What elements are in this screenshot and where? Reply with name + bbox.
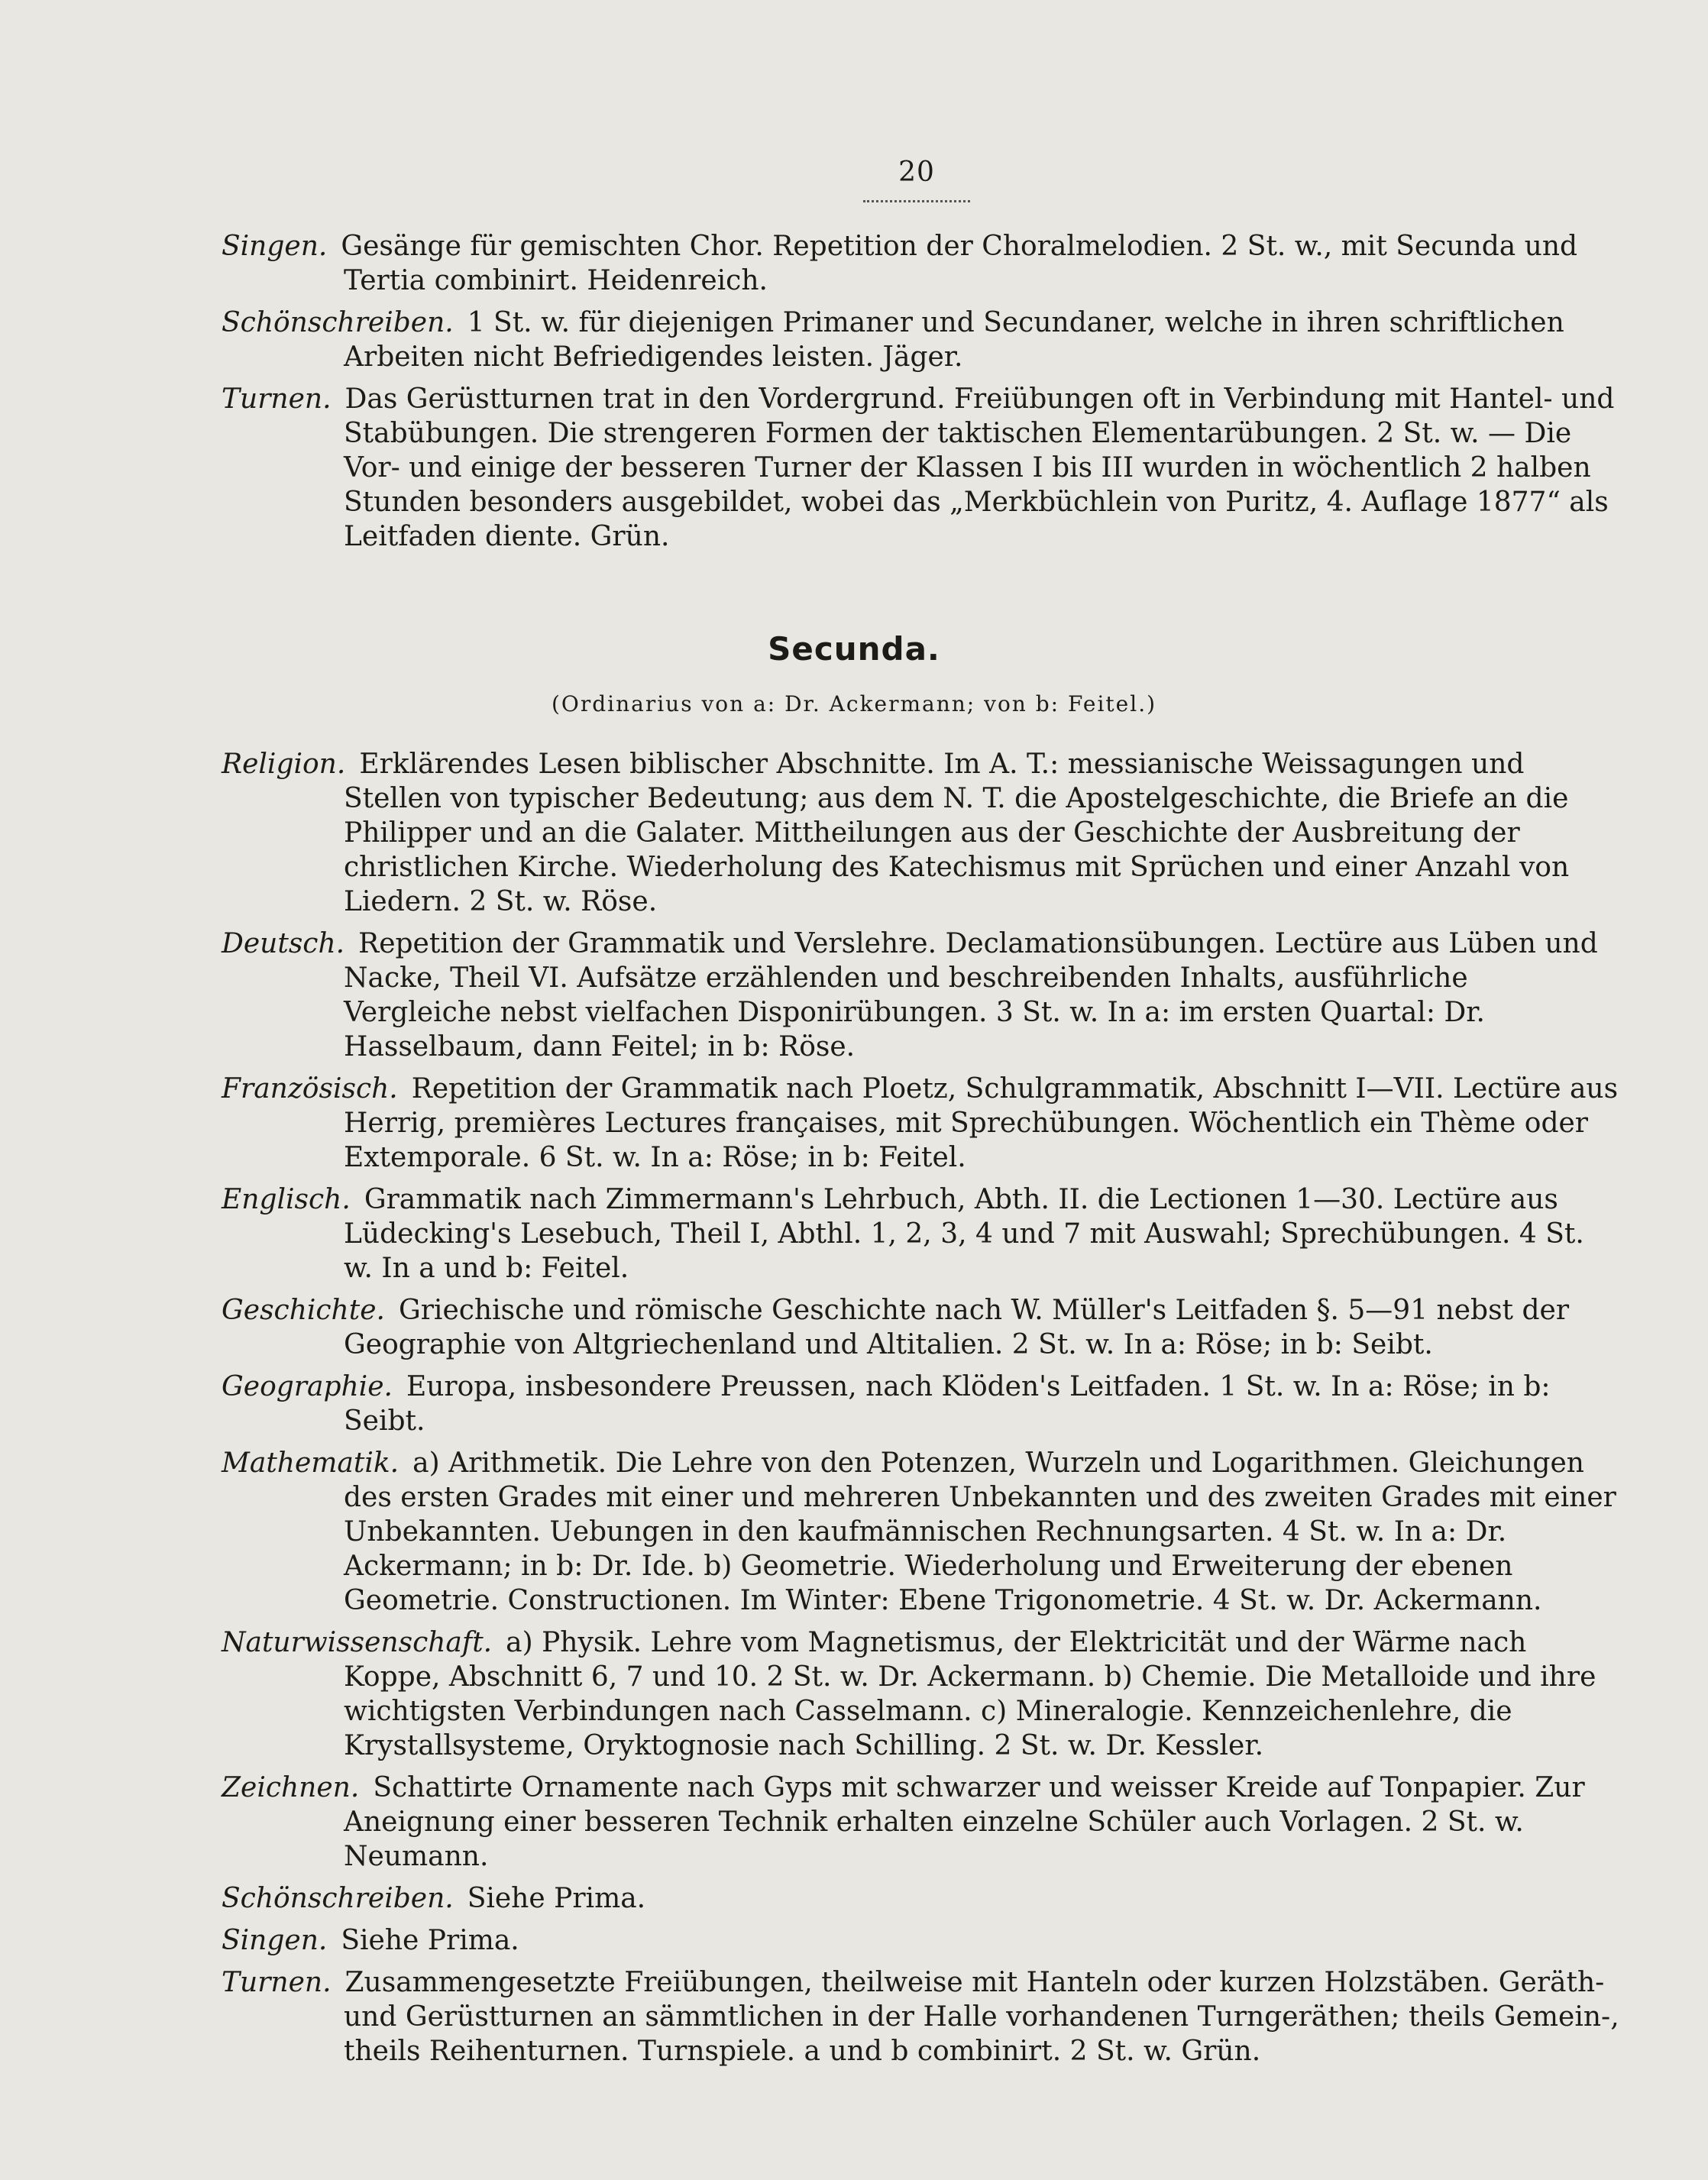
subject-label: Englisch. — [222, 1184, 351, 1215]
entry-naturwissenschaft — [222, 1625, 1619, 1763]
entry-text: Siehe Prima. — [341, 1925, 519, 1956]
subject-label: Schönschreiben. — [222, 307, 454, 338]
subject-label: Religion. — [222, 749, 346, 780]
subject-label: Französisch. — [222, 1073, 398, 1105]
entry-singen — [222, 1923, 1619, 1958]
entry-text: Zusammengesetzte Freiübungen, theilweise mit Hanteln oder kurzen Holzstäben. Geräth- und Gerüstturnen an sämmtlichen in der Halle vorhandenen Turngeräthen; theils Gemein-, theils Reihenturnen. Turnspiele. a und b combinirt. 2 St. w. Grün. — [344, 1967, 1619, 2067]
entry-turnen-prima — [222, 382, 1619, 554]
subject-label: Geschichte. — [222, 1295, 385, 1326]
entry-religion — [222, 747, 1619, 919]
subject-label: Singen. — [222, 1925, 328, 1956]
section-heading: Secunda. — [768, 630, 940, 668]
page-number-underline — [863, 197, 970, 202]
entry-turnen — [222, 1965, 1619, 2068]
entry-geschichte — [222, 1293, 1619, 1362]
entry-text: Das Gerüstturnen trat in den Vordergrund. Freiübungen oft in Verbindung mit Hantel- und Stabübungen. Die strengeren Formen der taktischen Elementarübungen. 2 St. w. — Die Vor- und einige der besseren Turner der Klassen I bis III wurden in wöchentlich 2 halben Stunden besonders ausgebildet, wobei das „Merkbüchlein von Puritz, 4. Auflage 1877“ als Leitfaden diente. Grün. — [344, 383, 1615, 552]
entry-text: a) Physik. Lehre vom Magnetismus, der Elektricität und der Wärme nach Koppe, Abschnitt 6, 7 und 10. 2 St. w. Dr. Ackermann. b) Chemie. Die Metalloide und ihre wichtigsten Verbindungen nach Casselmann. c) Mineralogie. Kennzeichenlehre, die Krystallsysteme, Oryktognosie nach Schilling. 2 St. w. Dr. Kessler. — [344, 1627, 1596, 1761]
entry-text: Erklärendes Lesen biblischer Abschnitte. Im A. T.: messianische Weissagungen und Stellen von typischer Bedeutung; aus dem N. T. die Apostelgeschichte, die Briefe an die Philipper und an die Galater. Mittheilungen aus der Geschichte der Ausbreitung der christlichen Kirche. Wiederholung des Katechismus mit Sprüchen und einer Anzahl von Liedern. 2 St. w. Röse. — [344, 749, 1570, 917]
subject-label: Turnen. — [222, 383, 332, 415]
entry-text: Gesänge für gemischten Chor. Repetition der Choralmelodien. 2 St. w., mit Secunda und Tertia combinirt. Heidenreich. — [341, 231, 1578, 296]
entry-text: a) Arithmetik. Die Lehre von den Potenzen, Wurzeln und Logarithmen. Gleichungen des ersten Grades mit einer und mehreren Unbekannten und des zweiten Grades mit einer Unbekannten. Uebungen in den kaufmännischen Rechnungsarten. 4 St. w. In a: Dr. Ackermann; in b: Dr. Ide. b) Geometrie. Wiederholung und Erweiterung der ebenen Geometrie. Constructionen. Im Winter: Ebene Trigonometrie. 4 St. w. Dr. Ackermann. — [344, 1447, 1616, 1616]
section-ordinarius: (Ordinarius von a: Dr. Ackermann; von b: Feitel.) — [551, 691, 1157, 716]
entry-singen-prima — [222, 229, 1619, 298]
entry-text: Grammatik nach Zimmermann's Lehrbuch, Abth. II. die Lectionen 1—30. Lectüre aus Lüdecking's Lesebuch, Theil I, Abthl. 1, 2, 3, 4 und 7 mit Auswahl; Sprechübungen. 4 St. w. In a und b: Feitel. — [344, 1184, 1584, 1284]
subject-label: Mathematik. — [222, 1447, 400, 1479]
entry-text: Siehe Prima. — [467, 1883, 646, 1914]
subject-label: Deutsch. — [222, 928, 345, 959]
entry-englisch — [222, 1182, 1619, 1286]
entry-text: Repetition der Grammatik nach Ploetz, Schulgrammatik, Abschnitt I—VII. Lectüre aus Herrig, premières Lectures françaises, mit Sprechübungen. Wöchentlich ein Thème oder Extemporale. 6 St. w. In a: Röse; in b: Feitel. — [344, 1073, 1619, 1173]
entry-zeichnen — [222, 1771, 1619, 1874]
page-number: 20 — [898, 157, 935, 188]
entry-schoenschreiben — [222, 1881, 1619, 1916]
entry-franzoesisch — [222, 1072, 1619, 1175]
entry-mathematik — [222, 1446, 1619, 1618]
subject-label: Schönschreiben. — [222, 1883, 454, 1914]
entry-text: Griechische und römische Geschichte nach W. Müller's Leitfaden §. 5—91 nebst der Geographie von Altgriechenland und Altitalien. 2 St. w. In a: Röse; in b: Seibt. — [344, 1295, 1570, 1360]
subject-label: Singen. — [222, 231, 328, 262]
entry-schoenschreiben-prima — [222, 306, 1619, 374]
subject-label: Geographie. — [222, 1371, 393, 1402]
secunda-entries — [222, 747, 1619, 2068]
prima-continuation — [222, 229, 1619, 554]
entry-geographie — [222, 1370, 1619, 1438]
entry-text: Repetition der Grammatik und Verslehre. Declamationsübungen. Lectüre aus Lüben und Nacke, Theil VI. Aufsätze erzählenden und beschreibenden Inhalts, ausführliche Vergleiche nebst vielfachen Disponirübungen. 3 St. w. In a: im ersten Quartal: Dr. Hasselbaum, dann Feitel; in b: Röse. — [344, 928, 1598, 1063]
entry-deutsch — [222, 927, 1619, 1064]
subject-label: Turnen. — [222, 1967, 332, 1998]
entry-text: Europa, insbesondere Preussen, nach Klöden's Leitfaden. 1 St. w. In a: Röse; in b: Seibt. — [344, 1371, 1551, 1437]
entry-text: Schattirte Ornamente nach Gyps mit schwarzer und weisser Kreide auf Tonpapier. Zur Aneignung einer besseren Technik erhalten einzelne Schüler auch Vorlagen. 2 St. w. Neumann. — [344, 1772, 1585, 1872]
subject-label: Naturwissenschaft. — [222, 1627, 493, 1658]
entry-text: 1 St. w. für diejenigen Primaner und Secundaner, welche in ihren schriftlichen Arbeiten nicht Befriedigendes leisten. Jäger. — [344, 307, 1564, 373]
subject-label: Zeichnen. — [222, 1772, 360, 1803]
